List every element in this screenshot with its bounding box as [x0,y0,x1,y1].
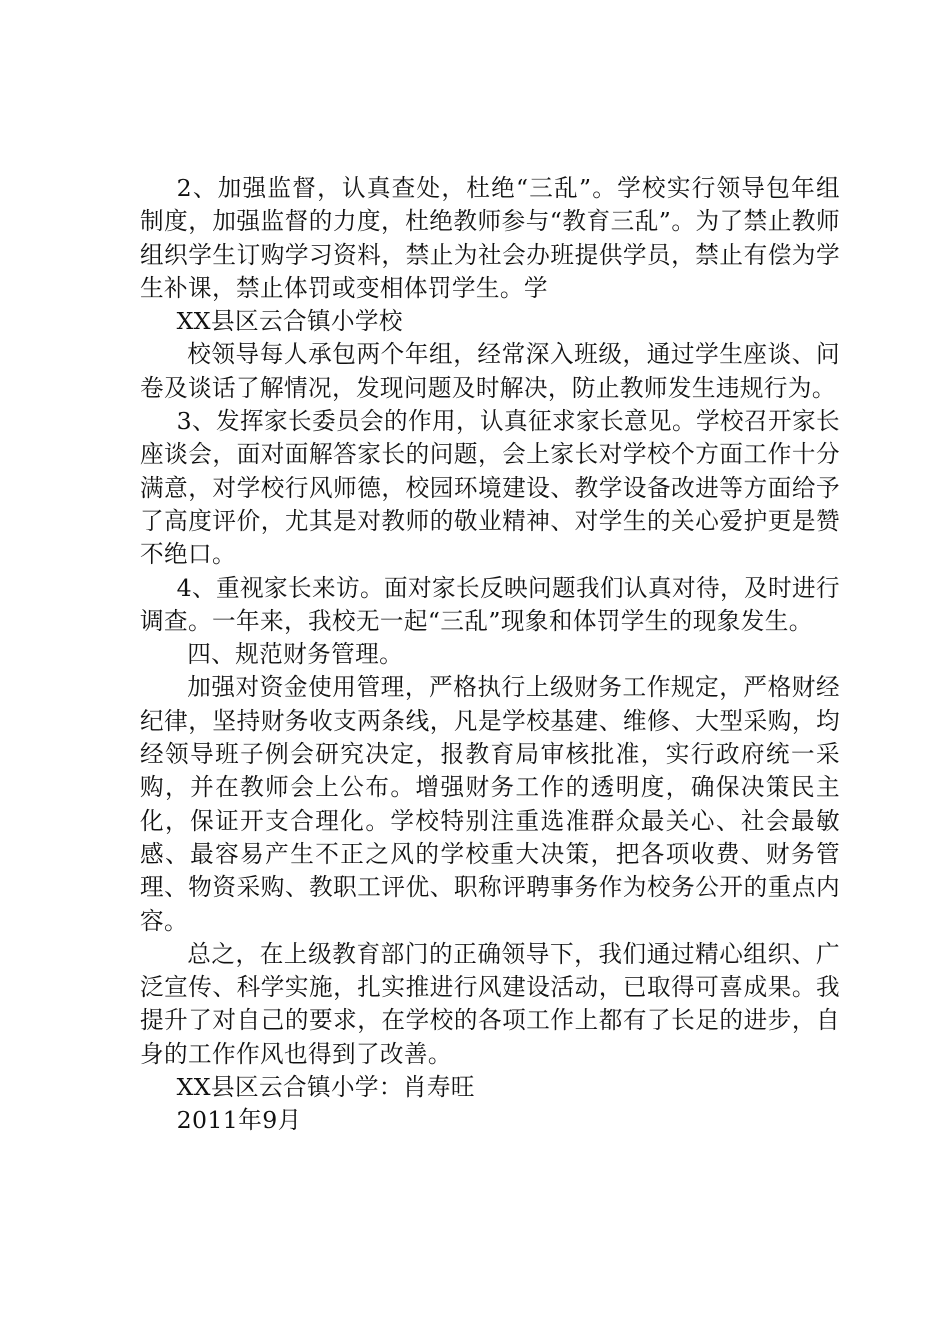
paragraph-conclusion: 总之，在上级教育部门的正确领导下，我们通过精心组织、广泛宣传、科学实施，扎实推进行风建设活动，已取得可喜成果。我提升了对自己的要求，在学校的各项工作上都有了长足的进步，自身的工作作风也得到了改善。 [140,939,840,1068]
paragraph-parent-committee: 3、发挥家长委员会的作用，认真征求家长意见。学校召开家长座谈会，面对面解答家长的问题，会上家长对学校个方面工作十分满意，对学校行风师德，校园环境建设、教学设备改进等方面给予了高度评价，尤其是对教师的敬业精神、对学生的关心爱护更是赞不绝口。 [140,407,840,569]
school-name-line: XX县区云合镇小学校 [176,307,403,336]
paragraph-leader-contract: 校领导每人承包两个年组，经常深入班级，通过学生座谈、问卷及谈话了解情况，发现问题及时解决，防止教师发生违规行为。 [140,340,840,402]
section-heading-finance: 四、规范财务管理。 [187,640,404,669]
document-body [140,172,840,1138]
paragraph-parent-visits: 4、重视家长来访。面对家长反映问题我们认真对待，及时进行调查。一年来，我校无一起“三乱”现象和体罚学生的现象发生。 [140,573,840,635]
signature-line: XX县区云合镇小学：肖寿旺 [176,1073,475,1102]
paragraph-supervision: 2、加强监督，认真查处，杜绝“三乱”。学校实行领导包年组制度，加强监督的力度，杜绝教师参与“教育三乱”。为了禁止教师组织学生订购学习资料，禁止为社会办班提供学员，禁止有偿为学生补课，禁止体罚或变相体罚学生。学 [140,174,840,302]
date-line: 2011年9月 [176,1106,302,1135]
paragraph-finance-management: 加强对资金使用管理，严格执行上级财务工作规定，严格财经纪律，坚持财务收支两条线，凡是学校基建、维修、大型采购，均经领导班子例会研究决定，报教育局审核批准，实行政府统一采购，并在教师会上公布。增强财务工作的透明度，确保决策民主化，保证开支合理化。学校特别注重选准群众最关心、社会最敏感、最容易产生不正之风的学校重大决策，把各项收费、财务管理、物资采购、教职工评优、职称评聘事务作为校务公开的重点内容。 [140,673,840,935]
